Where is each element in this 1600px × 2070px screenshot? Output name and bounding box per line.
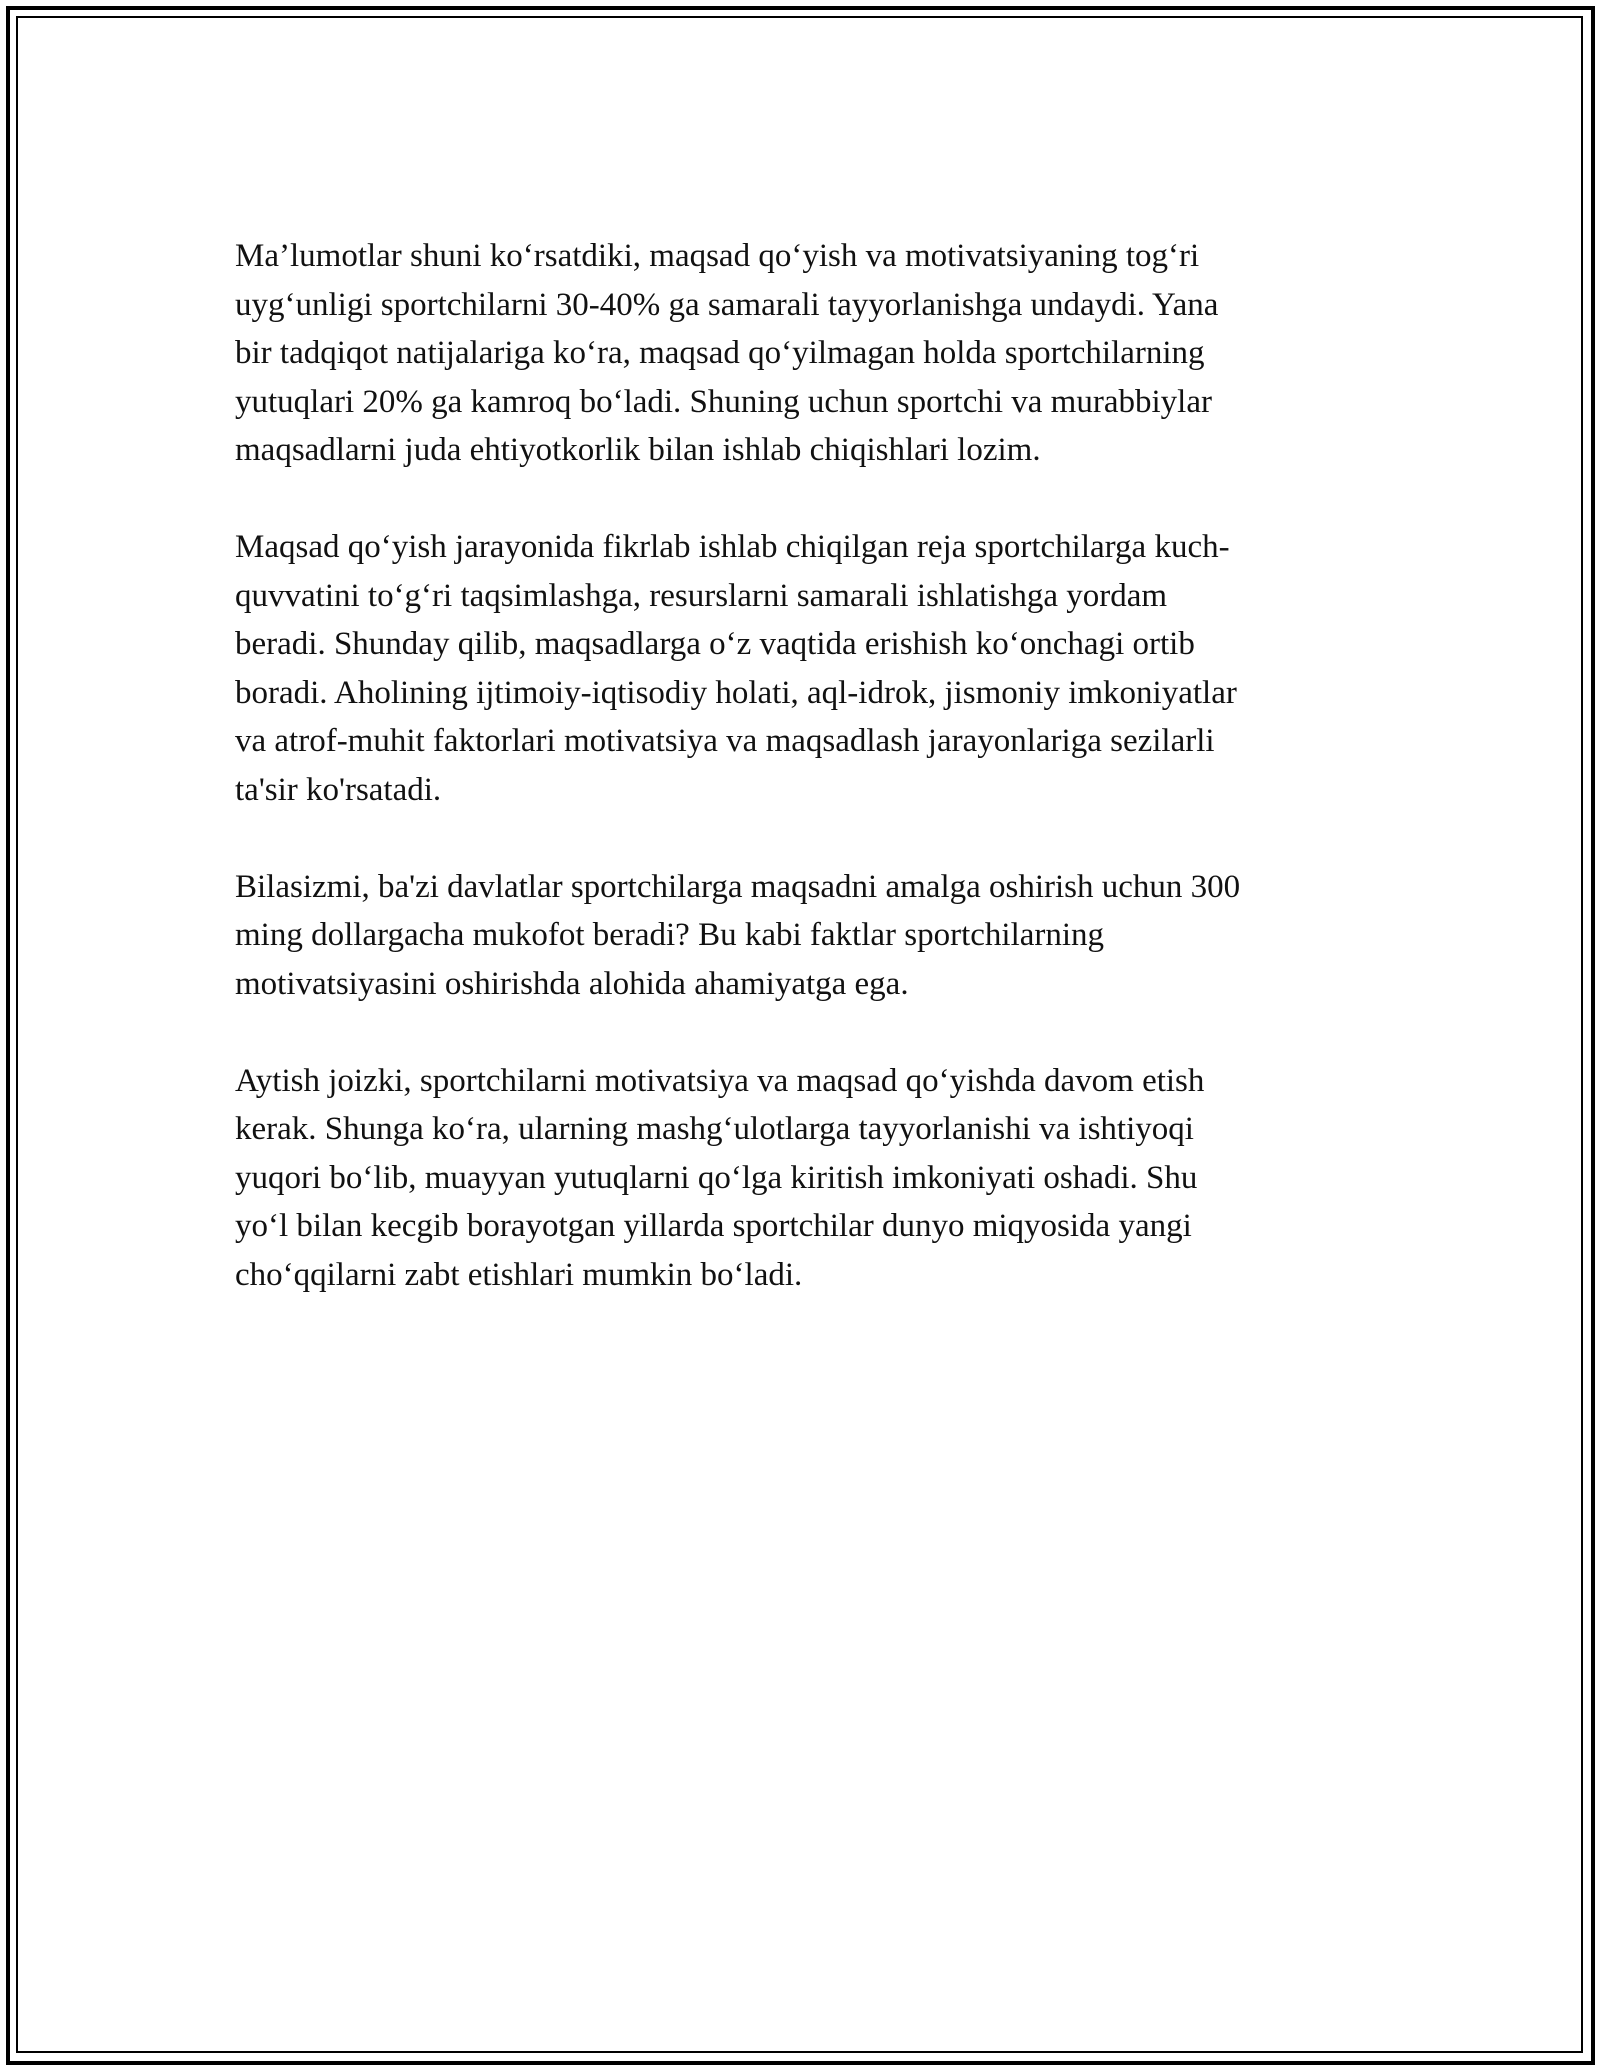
text-line: bir tadqiqot natijalariga ko‘ra, maqsad qo‘yilmagan holda sportchilarning (235, 335, 1205, 371)
text-line: motivatsiyasini oshirishda alohida ahamiyatga ega. (235, 965, 909, 1002)
paragraph-4 (235, 1057, 1365, 1300)
text-line: Bilasizmi, ba'zi davlatlar sportchilarga maqsadni amalga oshirish uchun 300 (235, 868, 1241, 905)
text-line: uyg‘unligi sportchilarni 30-40% ga samarali tayyorlanishga undaydi. Yana (235, 286, 1219, 323)
text-line: yo‘l bilan kecgib borayotgan yillarda sportchilar dunyo miqyosida yangi (235, 1208, 1192, 1244)
text-line: maqsadlarni juda ehtiyotkorlik bilan ishlab chiqishlari lozim. (235, 432, 1041, 468)
text-line: Ma’lumotlar shuni ko‘rsatdiki, maqsad qo‘yish va motivatsiyaning tog‘ri (235, 238, 1200, 274)
text-line: beradi. Shunday qilib, maqsadlarga o‘z vaqtida erishish ko‘onchagi ortib (235, 626, 1195, 662)
text-line: kerak. Shunga ko‘ra, ularning mashg‘ulotlarga tayyorlanishi va ishtiyoqi (235, 1111, 1194, 1147)
text-line: yuqori bo‘lib, muayyan yutuqlarni qo‘lga kiritish imkoniyati oshadi. Shu (235, 1159, 1198, 1196)
text-line: quvvatini to‘g‘ri taqsimlashga, resurslarni samarali ishlatishga yordam (235, 577, 1168, 614)
text-line: boradi. Aholining ijtimoiy-iqtisodiy holati, aql-idrok, jismoniy imkoniyatlar (235, 674, 1237, 711)
text-line: ta'sir ko'rsatadi. (235, 771, 442, 808)
paragraph-3 (235, 863, 1365, 1009)
document-body (235, 232, 1365, 1348)
text-line: Maqsad qo‘yish jarayonida fikrlab ishlab chiqilgan reja sportchilarga kuch- (235, 529, 1230, 565)
text-line: yutuqlari 20% ga kamroq bo‘ladi. Shuning uchun sportchi va murabbiylar (235, 383, 1212, 420)
paragraph-2 (235, 523, 1365, 814)
text-line: va atrof-muhit faktorlari motivatsiya va maqsadlash jarayonlariga sezilarli (235, 723, 1215, 759)
paragraph-1 (235, 232, 1365, 475)
text-line: cho‘qqilarni zabt etishlari mumkin bo‘ladi. (235, 1256, 803, 1293)
text-line: ming dollargacha mukofot beradi? Bu kabi faktlar sportchilarning (235, 917, 1105, 953)
text-line: Aytish joizki, sportchilarni motivatsiya va maqsad qo‘yishda davom etish (235, 1062, 1205, 1099)
